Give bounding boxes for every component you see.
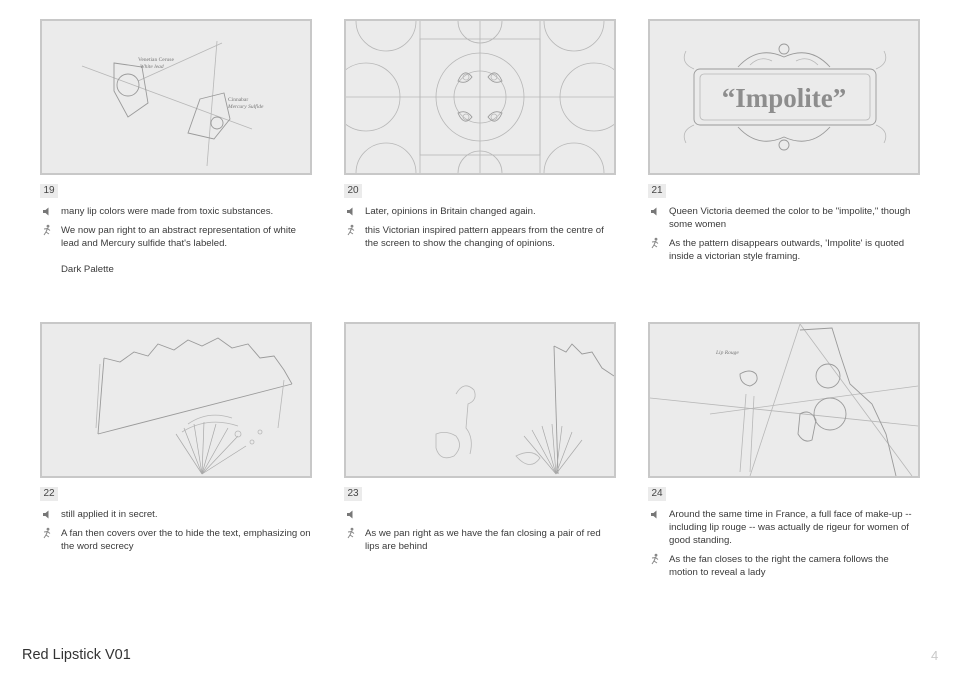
panel-number: 19	[40, 184, 58, 198]
action-line	[648, 553, 920, 579]
action-text: A fan then covers over the to hide the text, emphasizing on the word secrecy	[61, 528, 311, 552]
speaker-icon	[41, 205, 53, 218]
lady-reveal-sketch	[650, 324, 918, 476]
audio-text: Queen Victoria deemed the color to be "impolite," though some women	[669, 206, 911, 230]
panel-number: 23	[344, 487, 362, 501]
action-text: As the pattern disappears outwards, 'Impolite' is quoted inside a victorian style framing.	[669, 238, 905, 262]
action-text: As we pan right as we have the fan closing a pair of red lips are behind	[365, 528, 601, 552]
action-line	[40, 224, 312, 250]
abstract-pigments-sketch	[42, 21, 310, 173]
label-white-lead: White lead	[140, 64, 164, 70]
speaker-icon	[345, 205, 357, 218]
fan-covering-sketch	[42, 324, 310, 476]
note-line	[40, 263, 312, 276]
victorian-pattern-sketch	[346, 21, 614, 173]
label-cinnabar: Cinnabar	[228, 97, 249, 103]
panel-19-frame	[40, 19, 312, 175]
action-line	[344, 224, 616, 250]
panel-24-frame	[648, 322, 920, 478]
page-number: 4	[931, 648, 939, 663]
fan-closing-lips-sketch	[346, 324, 614, 476]
action-line	[344, 527, 616, 553]
note-text: Dark Palette	[61, 264, 114, 275]
label-mercury-sulfide: Mercury Sulfide	[228, 104, 264, 110]
panel-23-frame	[344, 322, 616, 478]
speaker-icon	[649, 205, 661, 218]
action-line	[648, 237, 920, 263]
speaker-icon	[345, 508, 357, 521]
speaker-icon	[649, 508, 661, 521]
audio-line	[40, 508, 312, 521]
audio-text: still applied it in secret.	[61, 509, 158, 520]
victorian-frame-sketch	[650, 21, 918, 173]
audio-line	[40, 205, 312, 218]
panel-number: 20	[344, 184, 362, 198]
audio-line	[344, 205, 616, 218]
running-figure-icon	[649, 553, 661, 566]
action-text: As the fan closes to the right the camera follows the motion to reveal a lady	[669, 554, 889, 578]
action-text: this Victorian inspired pattern appears from the centre of the screen to show the changing of opinions.	[365, 225, 604, 249]
panel-21-frame	[648, 19, 920, 175]
running-figure-icon	[41, 527, 53, 540]
running-figure-icon	[345, 224, 357, 237]
action-line	[40, 527, 312, 553]
action-text: We now pan right to an abstract representation of white lead and Mercury sulfide that's labeled.	[61, 225, 297, 249]
label-lip-rouge: Lip Rouge	[716, 350, 739, 356]
panel-number: 22	[40, 487, 58, 501]
impolite-title: “Impolite”	[721, 83, 847, 113]
running-figure-icon	[345, 527, 357, 540]
audio-text: Around the same time in France, a full face of make-up -- including lip rouge -- was actually de rigeur for women of good standing.	[669, 509, 912, 546]
audio-text: many lip colors were made from toxic substances.	[61, 206, 274, 217]
panel-22-frame	[40, 322, 312, 478]
running-figure-icon	[649, 237, 661, 250]
panel-20-frame	[344, 19, 616, 175]
running-figure-icon	[41, 224, 53, 237]
label-venetian-ceruse: Venetian Ceruse	[138, 57, 174, 63]
speaker-icon	[41, 508, 53, 521]
document-title: Red Lipstick V01	[22, 647, 131, 663]
audio-line	[648, 205, 920, 231]
panel-number: 24	[648, 487, 666, 501]
audio-text: Later, opinions in Britain changed again.	[365, 206, 536, 217]
audio-line	[648, 508, 920, 547]
panel-number: 21	[648, 184, 666, 198]
